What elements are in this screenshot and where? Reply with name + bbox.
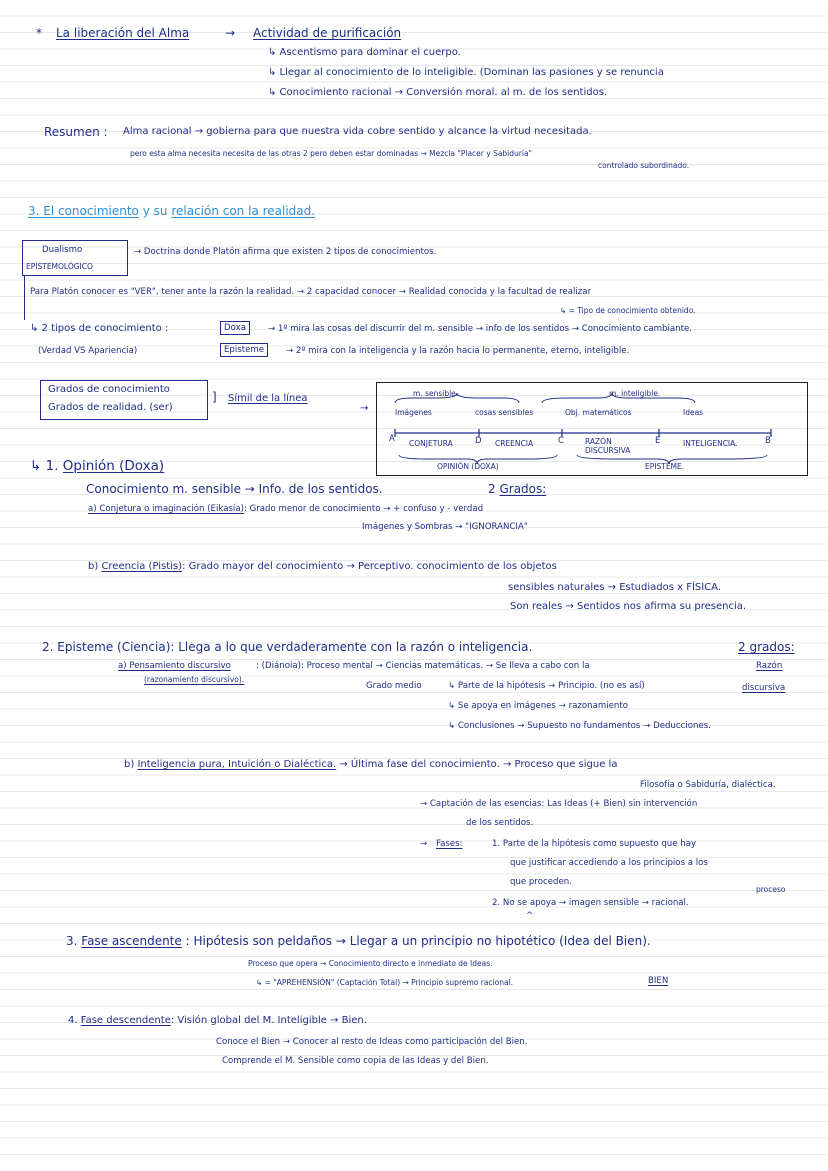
inteligencia-line2: Filosofía o Sabiduría, dialéctica. — [640, 780, 776, 790]
liberacion-title: La liberación del Alma — [56, 26, 190, 40]
creencia-label: Creencia (Pistis) — [101, 561, 183, 572]
bracket: ] — [212, 390, 217, 404]
fase3-line: ↳ = "APREHENSIÓN" (Captación Total) → Principio supremo racional. — [256, 978, 514, 987]
resumen-line: controlado subordinado. — [598, 161, 690, 170]
heading-part: Fase ascendente — [81, 934, 182, 948]
diagram-bottom: EPISTEME. — [645, 462, 685, 471]
dualismo-desc: → Doctrina donde Platón afirma que existen 2 tipos de conocimientos. — [134, 247, 437, 257]
heading-part: 3. El conocimiento — [28, 204, 139, 218]
episteme-desc: → 2º mira con la inteligencia y la razón hacia lo permanente, eterno, inteligible. — [286, 346, 630, 356]
creencia-line2: sensibles naturales → Estudiados x FÍSICA. — [508, 582, 722, 593]
heading-part: ↳ 1. — [30, 458, 59, 474]
fases-arrow: → — [420, 839, 428, 849]
arrow: → — [225, 26, 236, 40]
point-label: B — [765, 436, 771, 446]
captacion-line: → Captación de las esencias: Las Ideas (+ Bien) sin intervención — [420, 799, 698, 809]
diagram-item: Obj. matemáticos — [565, 408, 632, 417]
diagram-label: m. sensible. — [413, 389, 459, 398]
dualismo-para: Para Platón conocer es "VER", tener ante la razón la realidad. → 2 capacidad conocer → Realidad conocida y la facultad de realizar — [30, 287, 592, 297]
simil-label: Símil de la línea — [228, 393, 308, 404]
tipos-sub: (Verdad VS Apariencia) — [38, 346, 138, 356]
grados-number: 2 — [488, 482, 496, 496]
fase4-heading — [68, 1015, 367, 1027]
diagram-bottom: OPINIÓN (DOXA) — [437, 462, 499, 471]
grado-medio: Grado medio — [366, 681, 422, 691]
creencia-line3: Son reales → Sentidos nos afirma su presencia. — [510, 601, 747, 612]
pensamiento-text: : (Diánoia): Proceso mental → Ciencias matemáticas. → Se lleva a cabo con la — [256, 661, 590, 671]
fase-line: 2. No se apoya → imagen sensible → racional. — [492, 898, 689, 908]
heading-part: 3. — [66, 934, 78, 948]
diagram-item: Ideas — [683, 408, 704, 417]
pensamiento-bullet: ↳ Se apoya en imágenes → razonamiento — [448, 701, 628, 711]
bracket-line — [24, 276, 25, 320]
fase3-line: Proceso que opera → Conocimiento directo e inmediato de Ideas. — [248, 959, 493, 968]
arrow: → — [360, 403, 369, 414]
heading-part: : Visión global del M. Inteligible → Bien. — [170, 1015, 367, 1026]
episteme-heading: 2. Episteme (Ciencia): Llega a lo que verdaderamente con la razón o inteligencia. — [42, 640, 533, 654]
pensamiento-label2: (razonamiento discursivo). — [144, 675, 245, 684]
grados-word: Grados: — [499, 482, 547, 496]
inteligencia-text: → Última fase del conocimiento. → Proceso que sigue la — [339, 759, 618, 770]
heading-part: Fase descendente — [80, 1015, 171, 1026]
grados-label: Grados de realidad. (ser) — [48, 402, 173, 413]
fase4-line: Comprende el M. Sensible como copia de las Ideas y del Bien. — [222, 1056, 489, 1066]
inteligencia-prefix: b) — [124, 759, 135, 770]
proceso-note: proceso — [756, 885, 786, 894]
discursiva-word: discursiva — [742, 683, 786, 693]
bullet-star: * — [36, 26, 42, 40]
tipos-label: ↳ 2 tipos de conocimiento : — [30, 323, 169, 334]
heading-part: : Hipótesis son peldaños → Llegar a un principio no hipotético (Idea del Bien). — [185, 934, 651, 948]
opinion-heading — [30, 458, 164, 474]
resumen-line: Alma racional → gobierna para que nuestra vida cobre sentido y alcance la virtud necesitada. — [123, 126, 592, 137]
fase-line: que justificar accediendo a los principios a los — [510, 858, 708, 868]
creencia-prefix: b) — [88, 561, 99, 572]
creencia-text: : Grado mayor del conocimiento → Perceptivo. conocimiento de los objetos — [182, 561, 557, 572]
inteligencia-line — [124, 759, 617, 771]
pensamiento-label: a) Pensamiento discursivo — [118, 661, 231, 671]
diagram-item: cosas sensibles — [475, 408, 534, 417]
caret-mark: ^ — [526, 911, 534, 921]
opinion-line: Conocimiento m. sensible → Info. de los sentidos. — [86, 482, 383, 496]
creencia-line — [88, 561, 557, 573]
diagram-item: Imágenes — [395, 408, 432, 417]
dualismo-label: Dualismo — [42, 245, 83, 255]
diagram-label: m. inteligible. — [609, 389, 661, 398]
segment-label: INTELIGENCIA. — [683, 439, 738, 448]
fase-line: 1. Parte de la hipótesis como supuesto que hay — [492, 839, 697, 849]
pensamiento-bullet: ↳ Parte de la hipótesis → Principio. (no es así) — [448, 681, 645, 691]
point-label: A — [389, 434, 395, 444]
section-3-heading — [28, 204, 315, 218]
heading-part: y su — [142, 204, 168, 218]
heading-part: 4. — [68, 1015, 78, 1026]
liberacion-item: ↳ Llegar al conocimiento de lo inteligible. (Dominan las pasiones y se renuncia — [268, 67, 664, 78]
heading-part: relación con la realidad. — [171, 204, 316, 218]
dualismo-para: ↳ = Tipo de conocimiento obtenido. — [560, 306, 696, 315]
liberacion-item: ↳ Ascentismo para dominar el cuerpo. — [268, 47, 461, 58]
opinion-grados — [488, 482, 546, 496]
inteligencia-label: Inteligencia pura, Intuición o Dialéctica. — [137, 759, 337, 770]
point-label: E — [655, 436, 661, 446]
conjetura-line2: Imágenes y Sombras → "IGNORANCIA" — [362, 522, 528, 532]
segment-label: RAZÓN — [585, 437, 612, 446]
point-label: C — [558, 436, 565, 446]
doxa-desc: → 1º mira las cosas del discurrir del m. sensible → info de los sentidos → Conocimiento cambiante. — [268, 324, 692, 334]
line-diagram — [376, 382, 808, 476]
point-label: D — [475, 436, 482, 446]
bien-word: BIEN — [648, 976, 669, 986]
episteme-grados: 2 grados: — [738, 640, 795, 654]
fase4-line: Conoce el Bien → Conocer al resto de Ideas como participación del Bien. — [216, 1037, 528, 1047]
pensamiento-bullet: ↳ Conclusiones → Supuesto no fundamentos → Deducciones. — [448, 721, 711, 731]
fase3-heading — [66, 934, 651, 948]
fases-label: Fases: — [436, 839, 463, 849]
razon-word: Razón — [756, 661, 783, 671]
segment-label: DISCURSIVA — [585, 446, 631, 455]
conjetura-label: a) Conjetura o imaginación (Eikasía) — [88, 504, 244, 514]
conjetura-line — [88, 503, 483, 515]
grados-label: Grados de conocimiento — [48, 384, 170, 395]
dualismo-label: EPISTEMOLÓGICO — [26, 262, 93, 271]
purificacion-title: Actividad de purificación — [253, 26, 402, 40]
conjetura-text: : Grado menor de conocimiento → + confuso y - verdad — [243, 504, 484, 514]
segment-label: CONJETURA — [409, 439, 453, 448]
liberacion-item: ↳ Conocimiento racional → Conversión moral. al m. de los sentidos. — [268, 87, 608, 98]
heading-part: Opinión (Doxa) — [62, 458, 165, 474]
segment-label: CREENCIA — [495, 439, 534, 448]
resumen-label: Resumen : — [44, 125, 108, 139]
captacion-line2: de los sentidos. — [466, 818, 534, 828]
doxa-box: Doxa — [220, 321, 250, 335]
fase-line: que proceden. — [510, 877, 572, 887]
resumen-line: pero esta alma necesita necesita de las otras 2 pero deben estar dominadas → Mezcla "Placer y Sabiduría" — [130, 149, 532, 158]
episteme-box: Episteme — [220, 343, 268, 357]
